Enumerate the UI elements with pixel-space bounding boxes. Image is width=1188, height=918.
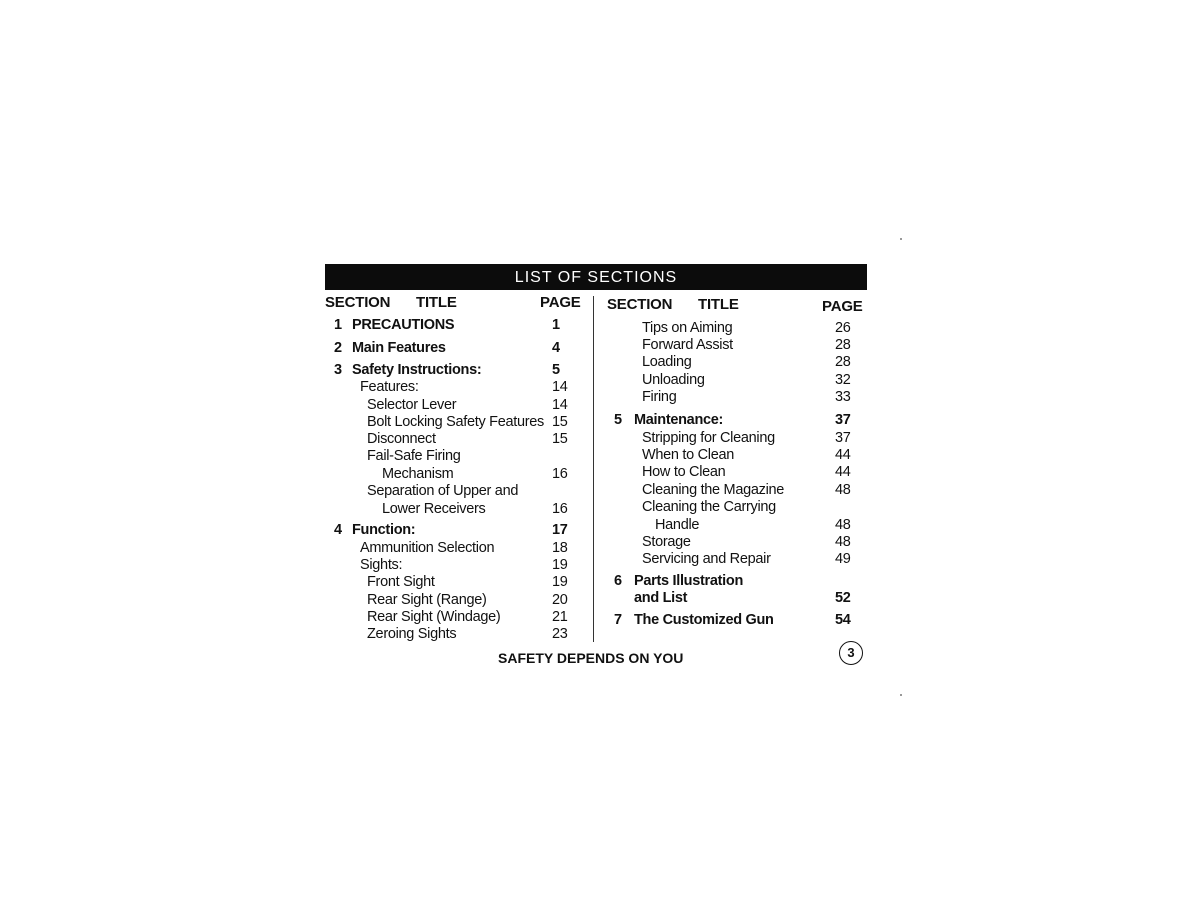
entry-title: Safety Instructions: — [352, 362, 482, 378]
entry-page-number: 19 — [552, 574, 568, 590]
toc-entry — [334, 378, 582, 396]
entry-page-number: 21 — [552, 609, 568, 625]
column-divider — [593, 296, 594, 642]
toc-entry — [334, 539, 582, 557]
entry-page-number: 15 — [552, 414, 568, 430]
toc-entry — [614, 371, 865, 389]
entry-page-number: 18 — [552, 540, 568, 556]
entry-title: Fail-Safe Firing — [367, 448, 461, 464]
right-section-header: SECTION — [607, 296, 673, 313]
left-section-header: SECTION — [325, 294, 391, 311]
right-page-header: PAGE — [822, 298, 863, 315]
toc-entry — [334, 316, 582, 334]
toc-entry — [614, 481, 865, 499]
toc-entry — [614, 611, 865, 629]
entry-page-number: 33 — [835, 389, 851, 405]
toc-entry — [614, 388, 865, 406]
entry-title: Servicing and Repair — [642, 551, 771, 567]
entry-title: Rear Sight (Range) — [367, 592, 487, 608]
entry-page-number: 28 — [835, 354, 851, 370]
entry-page-number: 4 — [552, 340, 560, 356]
entry-title: Ammunition Selection — [360, 540, 495, 556]
entry-title: Parts Illustration — [634, 573, 744, 589]
entry-title: Storage — [642, 534, 691, 550]
entry-title: Unloading — [642, 372, 705, 388]
entry-title: PRECAUTIONS — [352, 317, 455, 333]
toc-entry — [614, 498, 865, 516]
entry-page-number: 32 — [835, 372, 851, 388]
entry-title: Rear Sight (Windage) — [367, 609, 501, 625]
entry-title: Separation of Upper and — [367, 483, 519, 499]
entry-page-number: 17 — [552, 522, 568, 538]
toc-entry — [334, 556, 582, 574]
entry-page-number: 14 — [552, 379, 568, 395]
entry-page-number: 14 — [552, 397, 568, 413]
toc-entry — [614, 589, 865, 607]
entry-title: Tips on Aiming — [642, 320, 733, 336]
toc-entry — [334, 573, 582, 591]
toc-entry — [334, 396, 582, 414]
entry-page-number: 19 — [552, 557, 568, 573]
entry-title: Maintenance: — [634, 412, 724, 428]
entry-title: The Customized Gun — [634, 612, 774, 628]
entry-page-number: 20 — [552, 592, 568, 608]
toc-entry — [614, 411, 865, 429]
entry-page-number: 26 — [835, 320, 851, 336]
entry-page-number: 1 — [552, 317, 560, 333]
entry-title: Selector Lever — [367, 397, 457, 413]
section-number: 3 — [334, 362, 342, 378]
toc-entry — [334, 413, 582, 431]
toc-entry — [614, 550, 865, 568]
scan-speck — [900, 694, 902, 696]
toc-entry — [614, 463, 865, 481]
toc-entry — [334, 465, 582, 483]
entry-page-number: 48 — [835, 517, 851, 533]
entry-title: Main Features — [352, 340, 446, 356]
entry-page-number: 37 — [835, 412, 851, 428]
section-number: 6 — [614, 573, 622, 589]
entry-page-number: 52 — [835, 590, 851, 606]
toc-entry — [334, 591, 582, 609]
right-title-header: TITLE — [698, 296, 739, 313]
entry-page-number: 28 — [835, 337, 851, 353]
footer-slogan: SAFETY DEPENDS ON YOU — [498, 650, 684, 666]
toc-entry — [614, 572, 865, 590]
entry-title: How to Clean — [642, 464, 726, 480]
toc-entry — [334, 608, 582, 626]
entry-title: Forward Assist — [642, 337, 733, 353]
toc-entry — [614, 319, 865, 337]
toc-entry — [334, 430, 582, 448]
entry-title: Mechanism — [382, 466, 454, 482]
page-number-badge: 3 — [839, 641, 863, 665]
section-number: 4 — [334, 522, 342, 538]
section-number: 5 — [614, 412, 622, 428]
toc-entry — [614, 336, 865, 354]
entry-title: Function: — [352, 522, 416, 538]
toc-entry — [614, 446, 865, 464]
entry-page-number: 5 — [552, 362, 560, 378]
scan-speck — [900, 238, 902, 240]
entry-title: Stripping for Cleaning — [642, 430, 775, 446]
toc-entry — [614, 353, 865, 371]
entry-page-number: 23 — [552, 626, 568, 642]
entry-title: Front Sight — [367, 574, 435, 590]
entry-title: Features: — [360, 379, 419, 395]
entry-title: Lower Receivers — [382, 501, 486, 517]
entry-title: Handle — [655, 517, 700, 533]
toc-entry — [614, 429, 865, 447]
toc-entry — [334, 500, 582, 518]
toc-entry — [334, 521, 582, 539]
left-title-header: TITLE — [416, 294, 457, 311]
section-number: 7 — [614, 612, 622, 628]
entry-title: Firing — [642, 389, 677, 405]
entry-title: Loading — [642, 354, 692, 370]
entry-title: Cleaning the Carrying — [642, 499, 776, 515]
section-number: 2 — [334, 340, 342, 356]
entry-page-number: 16 — [552, 466, 568, 482]
entry-page-number: 44 — [835, 464, 851, 480]
toc-entry — [334, 361, 582, 379]
toc-entry — [334, 447, 582, 465]
entry-page-number: 48 — [835, 534, 851, 550]
entry-page-number: 37 — [835, 430, 851, 446]
list-of-sections-banner: LIST OF SECTIONS — [325, 264, 867, 290]
entry-title: Bolt Locking Safety Features — [367, 414, 544, 430]
toc-entry — [614, 516, 865, 534]
entry-page-number: 16 — [552, 501, 568, 517]
toc-entry — [614, 533, 865, 551]
entry-page-number: 44 — [835, 447, 851, 463]
entry-title: Cleaning the Magazine — [642, 482, 785, 498]
left-page-header: PAGE — [540, 294, 581, 311]
entry-title: When to Clean — [642, 447, 735, 463]
entry-page-number: 15 — [552, 431, 568, 447]
section-number: 1 — [334, 317, 342, 333]
entry-title: Zeroing Sights — [367, 626, 457, 642]
toc-entry — [334, 625, 582, 643]
toc-entry — [334, 339, 582, 357]
entry-page-number: 49 — [835, 551, 851, 567]
entry-page-number: 54 — [835, 612, 851, 628]
entry-title: and List — [634, 590, 688, 606]
entry-title: Sights: — [360, 557, 403, 573]
entry-page-number: 48 — [835, 482, 851, 498]
entry-title: Disconnect — [367, 431, 436, 447]
toc-entry — [334, 482, 582, 500]
